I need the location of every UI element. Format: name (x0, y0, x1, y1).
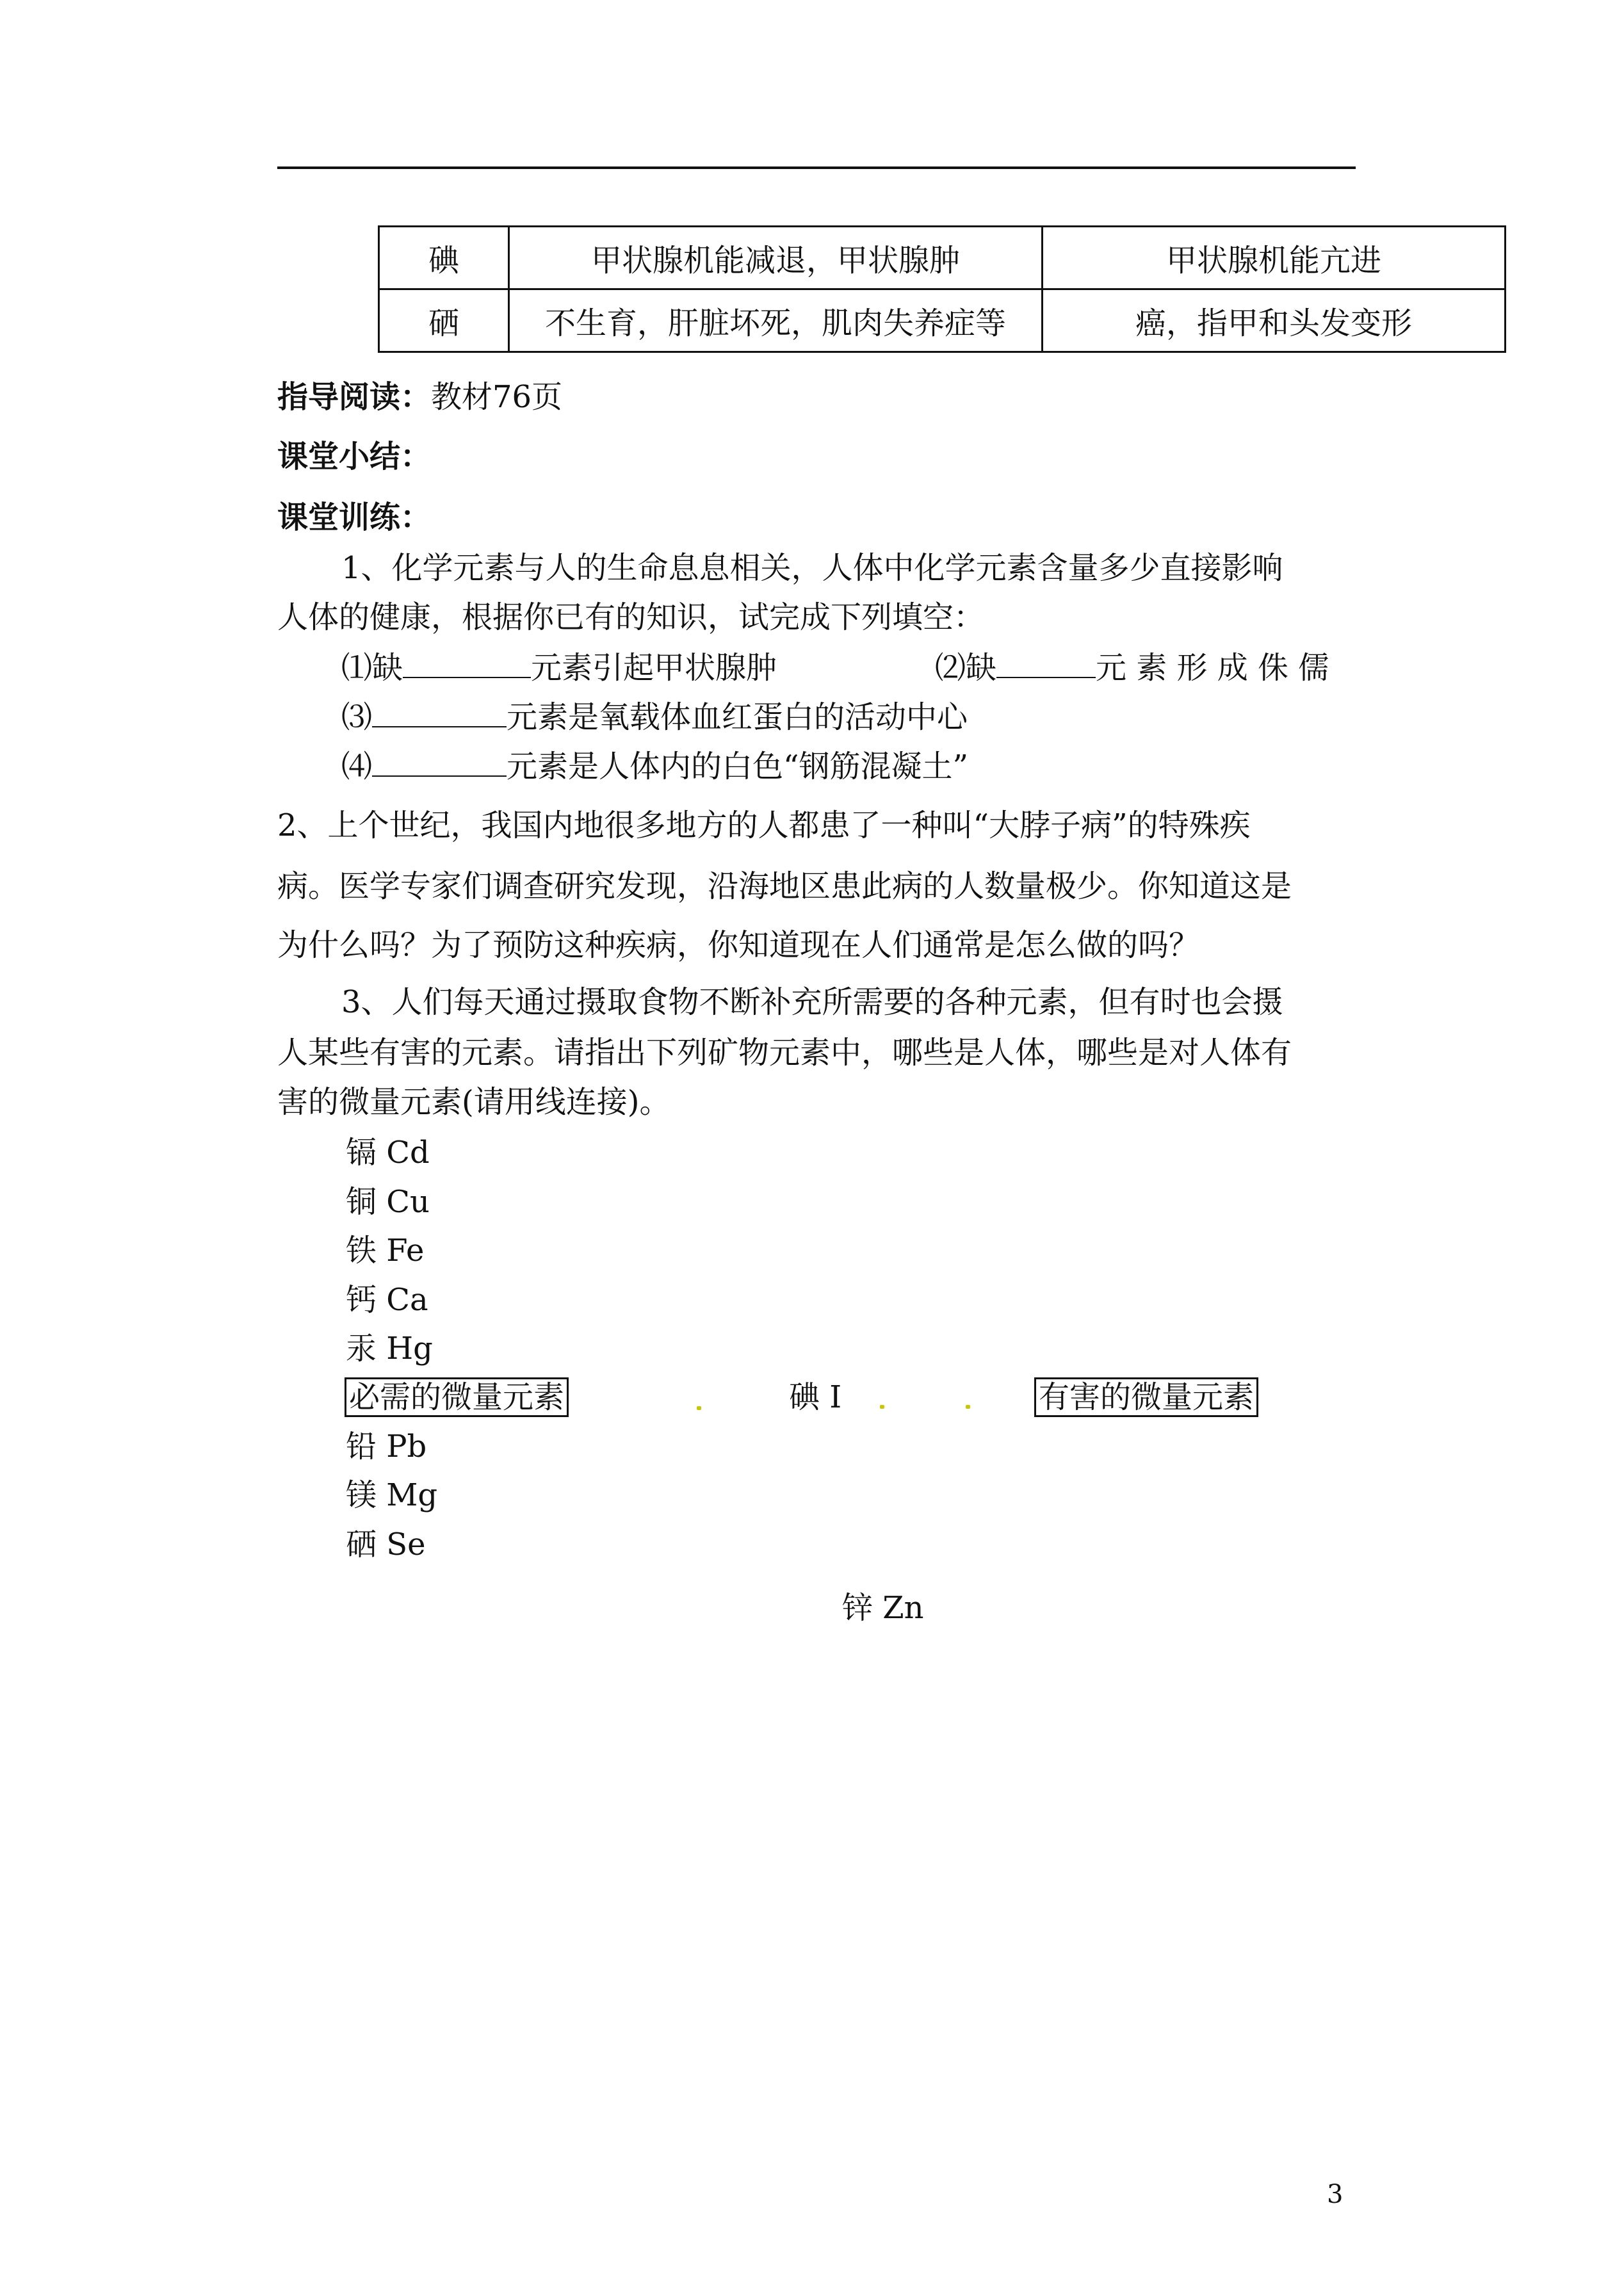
q2-line3: 为什么吗？为了预防这种疾病，你知道现在人们通常是怎么做的吗？ (277, 927, 1200, 963)
guide-reading (277, 378, 562, 416)
q3-line3: 害的微量元素(请用线连接)。 (277, 1084, 670, 1120)
header-rule (277, 166, 1356, 169)
blank2-suffix: 元 素 形 成 侏 儒 (1096, 650, 1329, 686)
q3-line1: 3、人们每天通过摄取食物不断补充所需要的各种元素，但有时也会摄 (341, 984, 1283, 1020)
element-item: 铜 Cu (346, 1184, 430, 1220)
q1-line1: 1、化学元素与人的生命息息相关，人体中化学元素含量多少直接影响 (341, 550, 1283, 586)
table-cell: 不生育，肝脏坏死，肌肉失养症等 (509, 289, 1043, 352)
fill-blank[interactable] (372, 749, 507, 777)
q1-blank-3 (341, 698, 968, 736)
q1-blank-4 (341, 747, 968, 786)
training-heading: 课堂训练： (277, 499, 432, 535)
blank4-suffix: 元素是人体内的白色“钢筋混凝土” (507, 749, 969, 784)
element-item: 钙 Ca (346, 1282, 428, 1318)
element-item: 硒 Se (346, 1527, 426, 1562)
stray-mark (697, 1406, 701, 1410)
element-item: 镁 Mg (346, 1477, 438, 1513)
element-table (378, 225, 1506, 353)
fill-blank[interactable] (996, 650, 1096, 678)
essential-box-label: 必需的微量元素 (345, 1377, 569, 1417)
element-item: 铅 Pb (346, 1429, 427, 1464)
harmful-box-label: 有害的微量元素 (1034, 1377, 1258, 1417)
blank1-suffix: 元素引起甲状腺肿 (531, 650, 777, 686)
q2-line2: 病。医学专家们调查研究发现，沿海地区患此病的人数量极少。你知道这是 (277, 868, 1292, 904)
fill-blank[interactable] (403, 650, 531, 678)
iodine-item: 碘 I (789, 1379, 842, 1415)
blank3-suffix: 元素是氧载体血红蛋白的活动中心 (507, 699, 968, 735)
q3-line2: 人某些有害的元素。请指出下列矿物元素中，哪些是人体，哪些是对人体有 (277, 1035, 1292, 1071)
table-cell: 甲状腺机能亢进 (1043, 227, 1506, 289)
page-number: 3 (1327, 2180, 1344, 2209)
q1-line2: 人体的健康，根据你已有的知识，试完成下列填空： (277, 599, 985, 635)
summary-heading: 课堂小结： (277, 439, 432, 474)
element-item: 铁 Fe (346, 1233, 425, 1269)
guide-label: 指导阅读： (277, 379, 432, 415)
blank2-prefix: ⑵缺 (935, 650, 997, 686)
q1-blank-2 (935, 649, 1329, 687)
harmful-elements-box (1034, 1378, 1258, 1416)
fill-blank[interactable] (372, 699, 507, 727)
element-item: 汞 Hg (346, 1331, 433, 1366)
table-row (379, 289, 1506, 352)
zinc-item: 锌 Zn (842, 1590, 924, 1626)
q1-blank-1 (341, 649, 777, 687)
q2-line1: 2、上个世纪，我国内地很多地方的人都患了一种叫“大脖子病”的特殊疾 (277, 807, 1251, 843)
table-cell: 癌，指甲和头发变形 (1043, 289, 1506, 352)
blank1-prefix: ⑴缺 (341, 650, 403, 686)
stray-mark (880, 1405, 884, 1409)
blank3-prefix: ⑶ (341, 699, 373, 735)
stray-mark (966, 1405, 970, 1409)
table-cell: 碘 (379, 227, 509, 289)
table-cell: 硒 (379, 289, 509, 352)
table-row (379, 227, 1506, 289)
essential-elements-box (345, 1378, 569, 1416)
blank4-prefix: ⑷ (341, 749, 373, 784)
table-cell: 甲状腺机能减退，甲状腺肿 (509, 227, 1043, 289)
guide-text: 教材76页 (431, 379, 563, 415)
element-item: 镉 Cd (346, 1135, 430, 1171)
